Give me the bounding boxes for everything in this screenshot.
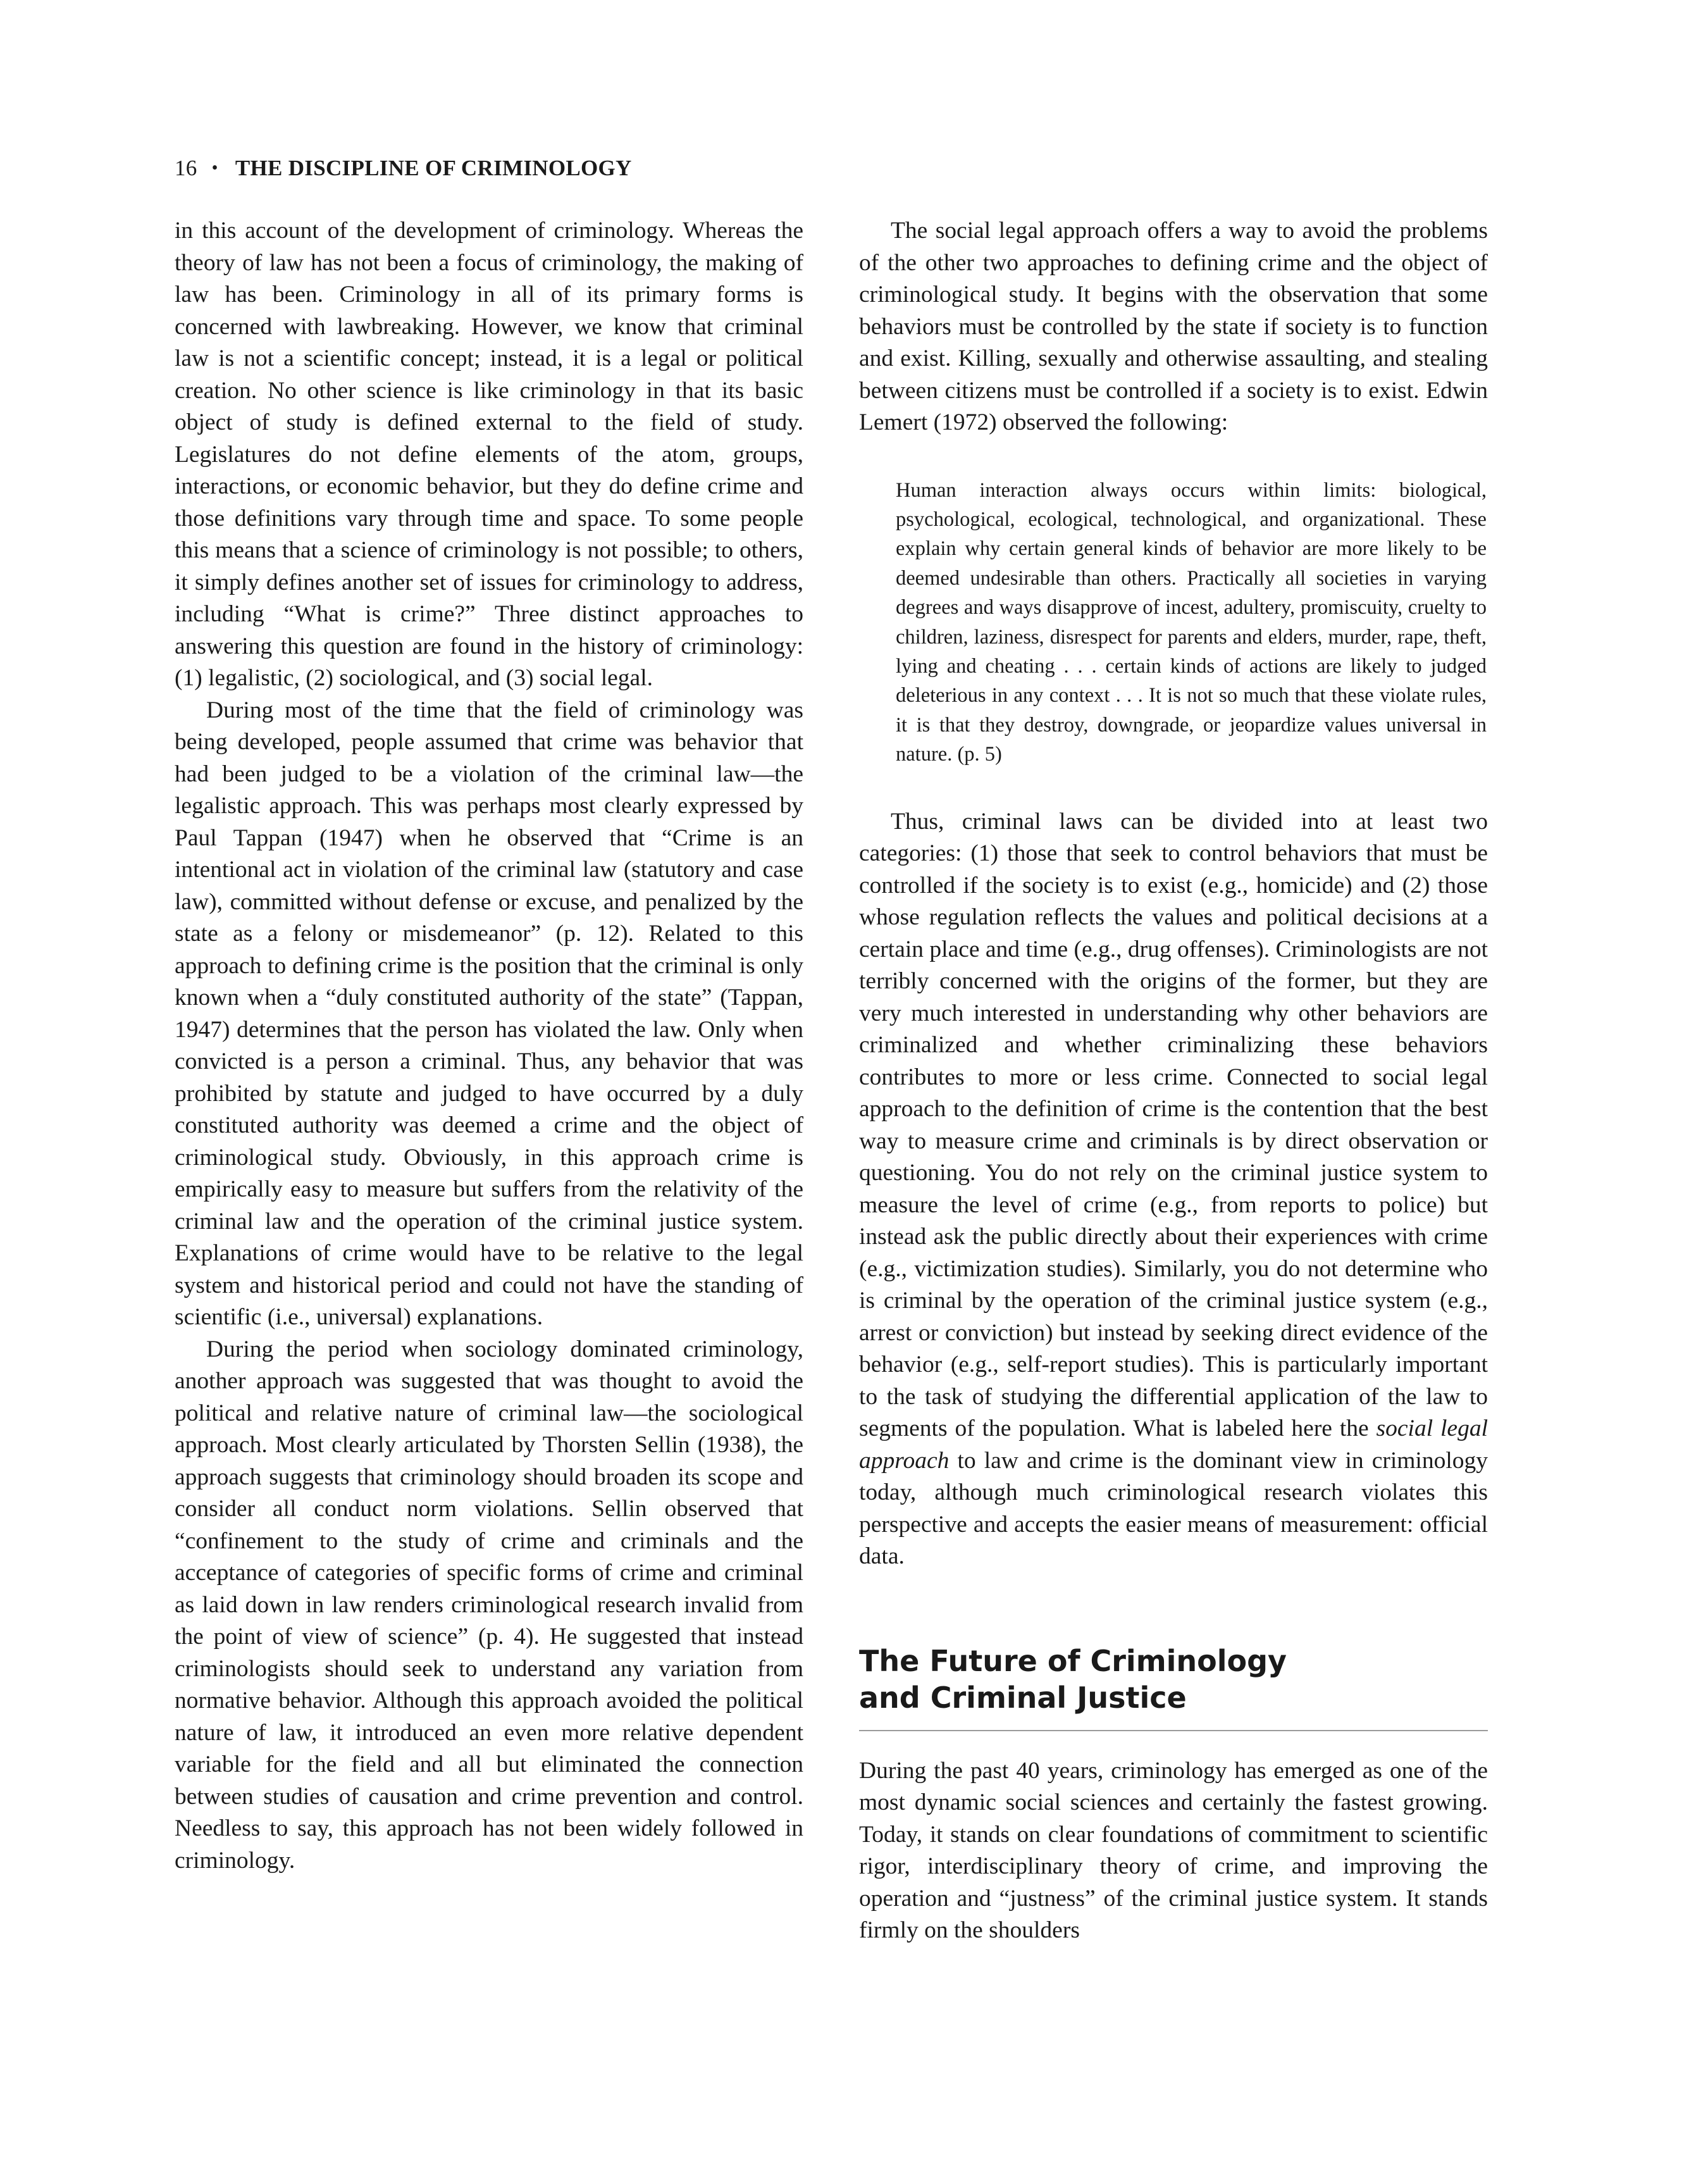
paragraph-future: During the past 40 years, criminology has emerged as one of the most dynamic social sciences and certainly the fastest growing. Today, it stands on clear foundations of commitment to scientific rigor, interdisciplinary theory of crime, and improving the operation and “justness” of the criminal justice system. It stands firmly on the shoulders [859,1757,1488,1944]
paragraph-text-continued: to law and crime is the dominant view in criminology today, although much criminological research violates this perspective and accepts the easier means of measurement: official data. [859,1447,1488,1570]
paragraph-legalistic: During most of the time that the field of criminology was being developed, people assumed that crime was behavior that had been judged to be a violation of the criminal law—the legalistic approach. This was perhaps most clearly expressed by Paul Tappan (1947) when he observed that “Crime is an intentional act in violation of the criminal law (statutory and case law), committed without defense or excuse, and penalized by the state as a felony or misdemeanor” (p. 12). Related to this approach to defining crime is the position that the criminal is only known when a “duly constituted authority of the state” (Tappan, 1947) determines that the person has violated the law. Only when convicted is a person a criminal. Thus, any behavior that was prohibited by statute and judged to have occurred by a duly constituted authority was deemed a crime and the object of criminological study. Obviously, in this approach crime is empirically easy to measure but suffers from the relativity of the criminal law and the operation of the criminal justice system. Explanations of crime would have to be relative to the legal system and historical period and could not have the standing of scientific (i.e., universal) explanations. [175,697,803,1330]
emphasis-social-legal-approach: social legal approach [859,1415,1488,1474]
paragraph-criminal-laws [859,806,1488,1573]
right-column [859,215,1488,1947]
heading-rule [859,1730,1488,1731]
running-header [175,156,632,181]
heading-line-2: and Criminal Justice [859,1680,1187,1715]
heading-line-1: The Future of Criminology [859,1643,1287,1678]
block-quote-lemert: Human interaction always occurs within limits: biological, psychological, ecological, technological, and organizational. These explain why certain general kinds of behavior are more likely to be deemed undesirable than others. Practically all societies in varying degrees and ways disapprove of incest, adultery, promiscuity, cruelty to children, laziness, disrespect for parents and elders, murder, rape, theft, lying and cheating . . . certain kinds of actions are likely to judged deleterious in any context . . . It is not so much that these violate rules, it is that they destroy, downgrade, or jeopardize values universal in nature. (p. 5) [896,478,1487,766]
running-title: THE DISCIPLINE OF CRIMINOLOGY [235,156,632,180]
left-column [175,215,803,1877]
paragraph-social-legal: The social legal approach offers a way to avoid the problems of the other two approaches to defining crime and the object of criminological study. It begins with the observation that some behaviors must be controlled by the state if society is to function and exist. Killing, sexually and otherwise assaulting, and stealing between citizens must be controlled if a society is to exist. Edwin Lemert (1972) observed the following: [859,218,1488,435]
paragraph-continued: in this account of the development of criminology. Whereas the theory of law has not been a focus of criminology, the making of law has been. Criminology in all of its primary forms is concerned with lawbreaking. However, we know that criminal law is not a scientific concept; instead, it is a legal or political creation. No other science is like criminology in that its basic object of study is defined external to the field of study. Legislatures do not define elements of the atom, groups, interactions, or economic behavior, but they do define crime and those definitions vary through time and space. To some people this means that a science of criminology is not possible; to others, it simply defines another set of issues for criminology to address, including “What is crime?” Three distinct approaches to answering this question are found in the history of criminology: (1) legalistic, (2) sociological, and (3) social legal. [175,218,803,691]
header-bullet: • [211,158,218,178]
paragraph-sociological: During the period when sociology dominated criminology, another approach was suggested that was thought to avoid the political and relative nature of criminal law—the sociological approach. Most clearly articulated by Thorsten Sellin (1938), the approach suggests that criminology should broaden its scope and consider all conduct norm violations. Sellin observed that “confinement to the study of crime and criminals and the acceptance of categories of specific forms of crime and criminal as laid down in law renders criminological research invalid from the point of view of science” (p. 4). He suggested that instead criminologists should seek to understand any variation from normative behavior. Although this approach avoided the political nature of law, it introduced an even more relative dependent variable for the field and all but eliminated the connection between studies of causation and crime prevention and control. Needless to say, this approach has not been widely followed in criminology. [175,1336,803,1874]
page-number: 16 [175,156,197,180]
paragraph-text: Thus, criminal laws can be divided into at least two categories: (1) those that seek to control behaviors that must be controlled if the society is to exist (e.g., homicide) and (2) those whose regulation reflects the values and political decisions at a certain place and time (e.g., drug offenses). Criminologists are not terribly concerned with the origins of the former, but they are very much interested in understanding why other behaviors are criminalized and whether criminalizing these behaviors contributes to more or less crime. Connected to social legal approach to the definition of crime is the contention that the best way to measure crime and criminals is by direct observation or questioning. You do not rely on the criminal justice system to measure the level of crime (e.g., from reports to police) but instead ask the public directly about their experiences with crime (e.g., victimization studies). Similarly, you do not determine who is criminal by the operation of the criminal justice system (e.g., arrest or conviction) but instead by seeking direct evidence of the behavior (e.g., self-report studies). This is particularly important to the task of studying the differential application of the law to segments of the population. What is labeled here the [859,808,1488,1442]
section-heading [859,1643,1488,1716]
